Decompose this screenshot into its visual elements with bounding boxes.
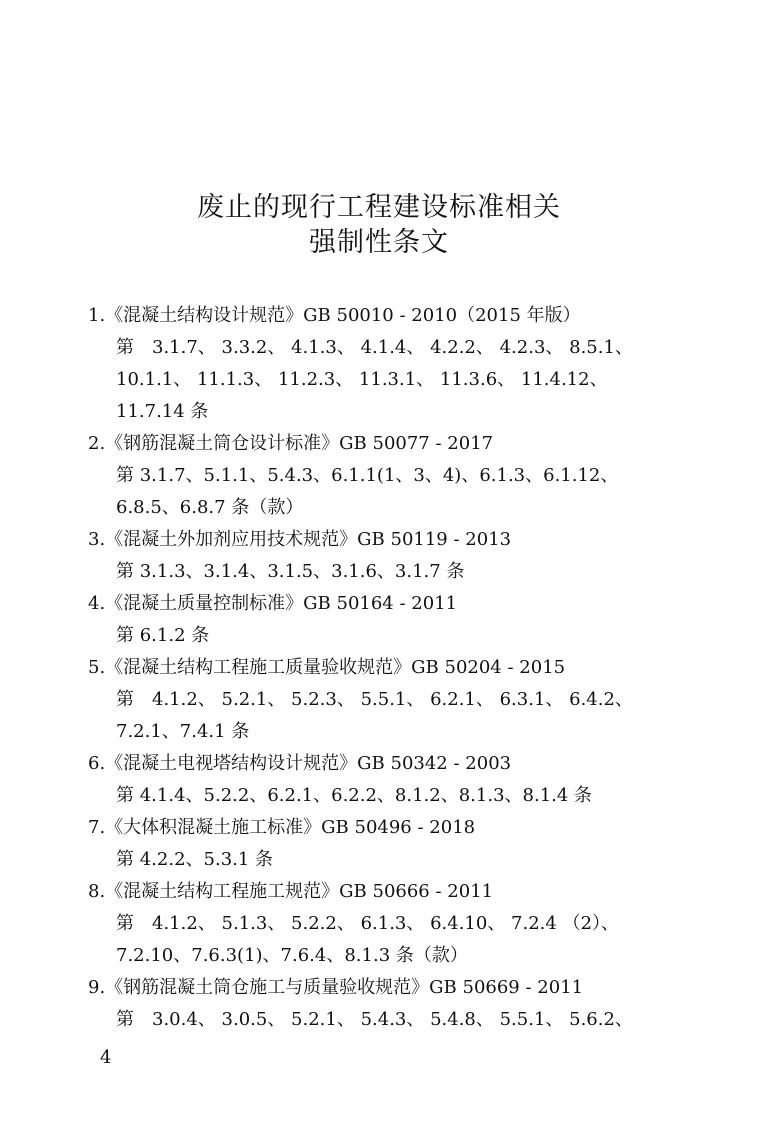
standard-entry-8 [88,876,678,972]
clause-line: 第 4.1.2、 5.2.1、 5.2.3、 5.5.1、 6.2.1、 6.3.1、 6.4.2、 [116,689,633,710]
standard-title: 6.《混凝土电视塔结构设计规范》GB 50342 - 2003 [88,753,512,774]
clause-line: 第 6.1.2 条 [116,625,210,646]
clause-line: 第 4.1.4、5.2.2、6.2.1、6.2.2、8.1.2、8.1.3、8.1.4 条 [116,785,593,806]
clause-line: 第 3.1.7、5.1.1、5.4.3、6.1.1(1、3、4)、6.1.3、6.1.12、 [116,465,619,486]
clause-line: 第 3.1.3、3.1.4、3.1.5、3.1.6、3.1.7 条 [116,561,465,582]
standard-entry-6 [88,748,678,812]
standard-entry-9 [88,972,678,1036]
standard-title: 9.《钢筋混凝土筒仓施工与质量验收规范》GB 50669 - 2011 [88,977,584,998]
standard-title: 2.《钢筋混凝土筒仓设计标准》GB 50077 - 2017 [88,433,494,454]
standard-title: 4.《混凝土质量控制标准》GB 50164 - 2011 [88,593,458,614]
standard-title: 8.《混凝土结构工程施工规范》GB 50666 - 2011 [88,881,494,902]
standard-title: 3.《混凝土外加剂应用技术规范》GB 50119 - 2013 [88,529,512,550]
clause-line: 第 4.1.2、 5.1.3、 5.2.2、 6.1.3、 6.4.10、 7.2.4 （2）、 [116,913,620,934]
page-title-line-1: 废止的现行工程建设标准相关 [197,192,561,223]
clause-line: 10.1.1、 11.1.3、 11.2.3、 11.3.1、 11.3.6、 11.4.12、 [116,369,608,390]
standard-entry-5 [88,652,678,748]
standard-entry-1 [88,300,678,428]
clause-line: 第 4.2.2、5.3.1 条 [116,849,274,870]
page-number: 4 [100,1047,112,1068]
standard-title: 7.《大体积混凝土施工标准》GB 50496 - 2018 [88,817,476,838]
clause-line: 6.8.5、6.8.7 条（款） [116,497,304,518]
clause-line: 第 3.0.4、 3.0.5、 5.2.1、 5.4.3、 5.4.8、 5.5.1、 5.6.2、 [116,1009,633,1030]
clause-line: 7.2.1、7.4.1 条 [116,721,250,742]
standard-entry-2 [88,428,678,524]
standards-list [88,300,678,1036]
clause-line: 7.2.10、7.6.3(1)、7.6.4、8.1.3 条（款） [116,945,468,966]
standard-entry-4 [88,588,678,652]
standard-title: 5.《混凝土结构工程施工质量验收规范》GB 50204 - 2015 [88,657,566,678]
clause-line: 11.7.14 条 [116,401,209,422]
standard-entry-3 [88,524,678,588]
clause-line: 第 3.1.7、 3.3.2、 4.1.3、 4.1.4、 4.2.2、 4.2.3、 8.5.1、 [116,337,633,358]
page-title-line-2: 强制性条文 [309,227,449,258]
standard-title: 1.《混凝土结构设计规范》GB 50010 - 2010（2015 年版） [88,305,581,326]
standard-entry-7 [88,812,678,876]
